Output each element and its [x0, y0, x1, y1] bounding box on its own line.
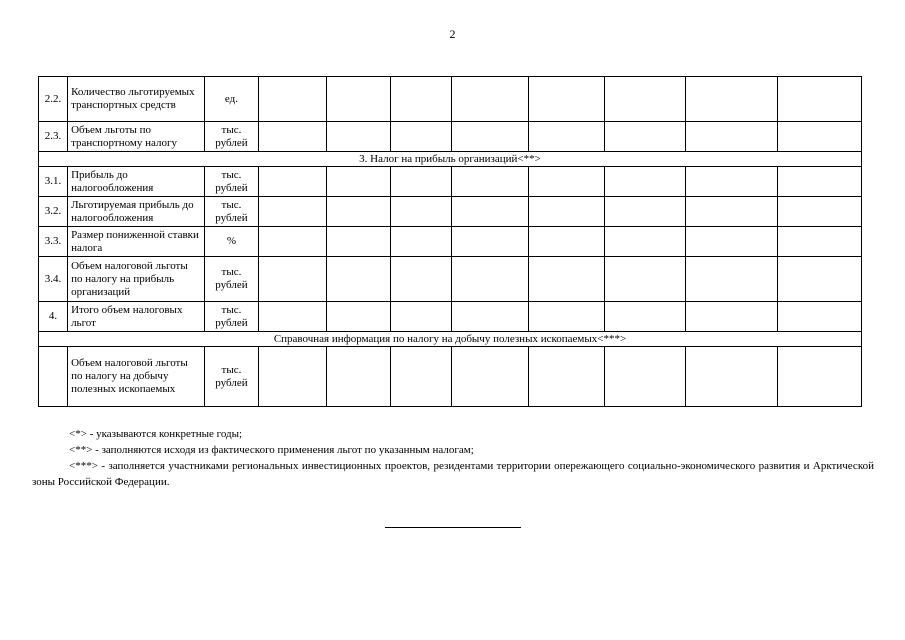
value-cell	[390, 257, 451, 302]
value-cell	[777, 302, 861, 332]
row-number: 2.3.	[39, 122, 68, 152]
value-cell	[326, 302, 390, 332]
value-cell	[777, 227, 861, 257]
value-cell	[326, 347, 390, 407]
value-cell	[326, 167, 390, 197]
value-cell	[258, 167, 326, 197]
value-cell	[685, 197, 777, 227]
row-unit: тыс. рублей	[205, 347, 258, 407]
value-cell	[390, 77, 451, 122]
value-cell	[777, 347, 861, 407]
footnote-actual-application: <**> - заполняются исходя из фактического применения льгот по указанным налогам;	[69, 444, 474, 456]
row-unit: ед.	[205, 77, 258, 122]
value-cell	[451, 77, 528, 122]
row-indicator-name: Количество льготируемых транспортных средств	[68, 77, 205, 122]
value-cell	[390, 122, 451, 152]
value-cell	[777, 257, 861, 302]
value-cell	[258, 302, 326, 332]
value-cell	[258, 122, 326, 152]
row-number: 2.2.	[39, 77, 68, 122]
value-cell	[258, 77, 326, 122]
row-indicator-name: Объем налоговой льготы по налогу на добычу полезных ископаемых	[68, 347, 205, 407]
value-cell	[529, 122, 605, 152]
row-indicator-name: Размер пониженной ставки налога	[68, 227, 205, 257]
value-cell	[258, 197, 326, 227]
section-header-row	[39, 332, 862, 347]
value-cell	[326, 227, 390, 257]
value-cell	[777, 122, 861, 152]
row-number: 3.1.	[39, 167, 68, 197]
table-row	[39, 197, 862, 227]
bottom-divider	[385, 527, 521, 528]
value-cell	[390, 197, 451, 227]
page-number: 2	[449, 27, 456, 41]
value-cell	[605, 167, 685, 197]
value-cell	[451, 347, 528, 407]
footnote-participants: <***> - заполняется участниками региональных инвестиционных проектов, резидентами территории опережающего социально-экономического развития и Арктической зоны Российской Федерации.	[32, 460, 874, 488]
row-number: 4.	[39, 302, 68, 332]
value-cell	[605, 122, 685, 152]
value-cell	[258, 227, 326, 257]
value-cell	[605, 227, 685, 257]
value-cell	[258, 257, 326, 302]
table-row	[39, 302, 862, 332]
row-unit: тыс. рублей	[205, 167, 258, 197]
value-cell	[529, 77, 605, 122]
row-unit: тыс. рублей	[205, 122, 258, 152]
table-row	[39, 122, 862, 152]
row-indicator-name: Прибыль до налогообложения	[68, 167, 205, 197]
value-cell	[390, 347, 451, 407]
value-cell	[777, 77, 861, 122]
tax-benefits-table	[38, 76, 862, 407]
section-header-row	[39, 152, 862, 167]
table-row	[39, 257, 862, 302]
value-cell	[685, 257, 777, 302]
value-cell	[685, 167, 777, 197]
value-cell	[451, 197, 528, 227]
row-indicator-name: Итого объем налоговых льгот	[68, 302, 205, 332]
row-unit: %	[205, 227, 258, 257]
table-row	[39, 167, 862, 197]
value-cell	[390, 167, 451, 197]
value-cell	[605, 257, 685, 302]
value-cell	[326, 122, 390, 152]
value-cell	[451, 257, 528, 302]
value-cell	[685, 227, 777, 257]
value-cell	[451, 122, 528, 152]
row-number: 3.3.	[39, 227, 68, 257]
table-row	[39, 227, 862, 257]
value-cell	[451, 302, 528, 332]
row-unit: тыс. рублей	[205, 197, 258, 227]
value-cell	[451, 167, 528, 197]
section-title-mineral-tax: Справочная информация по налогу на добычу полезных ископаемых<***>	[39, 332, 862, 347]
table-row	[39, 77, 862, 122]
value-cell	[605, 347, 685, 407]
row-number	[39, 347, 68, 407]
value-cell	[258, 347, 326, 407]
row-indicator-name: Льготируемая прибыль до налогообложения	[68, 197, 205, 227]
section-title-profit-tax: 3. Налог на прибыль организаций<**>	[39, 152, 862, 167]
value-cell	[685, 347, 777, 407]
value-cell	[529, 197, 605, 227]
row-unit: тыс. рублей	[205, 257, 258, 302]
value-cell	[390, 302, 451, 332]
value-cell	[326, 77, 390, 122]
value-cell	[451, 227, 528, 257]
table-row	[39, 347, 862, 407]
value-cell	[685, 122, 777, 152]
value-cell	[685, 77, 777, 122]
footnotes	[32, 426, 874, 490]
row-number: 3.2.	[39, 197, 68, 227]
footnote-years: <*> - указываются конкретные годы;	[69, 428, 243, 440]
value-cell	[605, 77, 685, 122]
value-cell	[390, 227, 451, 257]
value-cell	[529, 347, 605, 407]
value-cell	[777, 167, 861, 197]
value-cell	[605, 197, 685, 227]
row-indicator-name: Объем налоговой льготы по налогу на прибыль организаций	[68, 257, 205, 302]
row-indicator-name: Объем льготы по транспортному налогу	[68, 122, 205, 152]
value-cell	[326, 257, 390, 302]
value-cell	[777, 197, 861, 227]
row-number: 3.4.	[39, 257, 68, 302]
value-cell	[685, 302, 777, 332]
value-cell	[529, 167, 605, 197]
row-unit: тыс. рублей	[205, 302, 258, 332]
value-cell	[529, 227, 605, 257]
value-cell	[326, 197, 390, 227]
value-cell	[529, 302, 605, 332]
value-cell	[605, 302, 685, 332]
value-cell	[529, 257, 605, 302]
